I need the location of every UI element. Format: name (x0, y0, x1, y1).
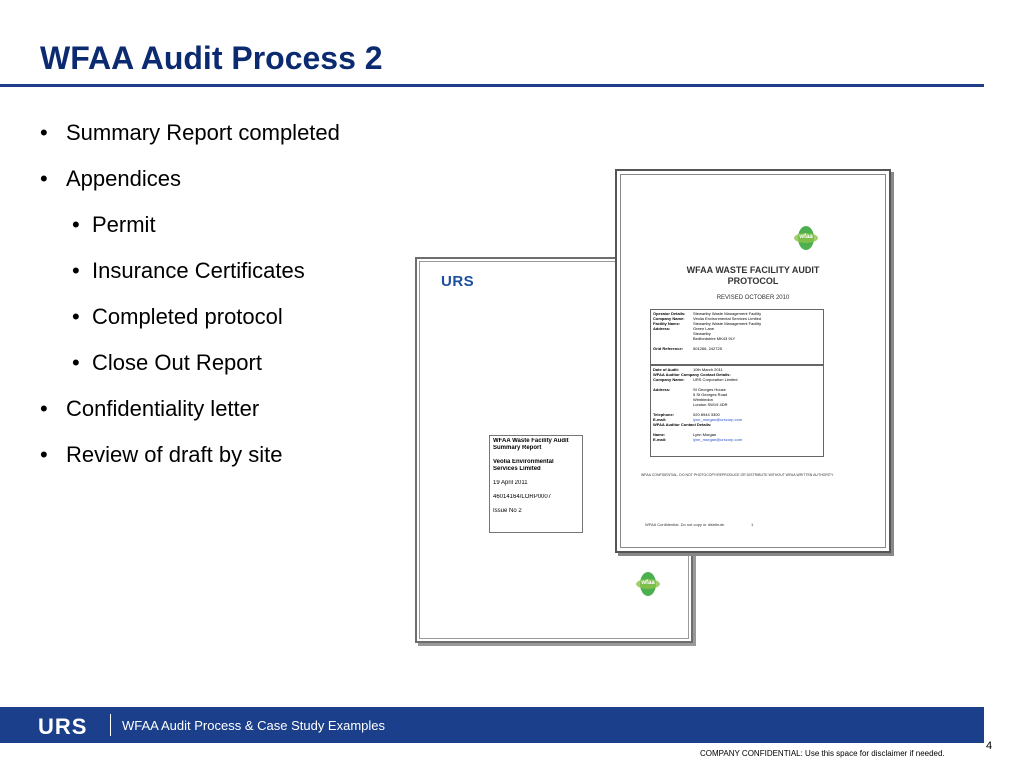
table-key: Address: (653, 326, 671, 331)
wfaa-logo-icon: wfaa (793, 225, 819, 251)
summary-company-line1: Veolia Environmental (493, 459, 554, 465)
table-key: Address: (653, 387, 671, 392)
bullet-item (40, 256, 420, 302)
bullet-dot: • (40, 442, 48, 467)
bullet-text: Review of draft by site (66, 442, 283, 467)
table-key: E-mail: (653, 437, 667, 442)
bullet-text: Permit (92, 212, 156, 237)
table-value[interactable]: lynn_morgan@urscorp.com (693, 417, 743, 422)
summary-issue: Issue No 2 (493, 508, 522, 514)
table-key: Grid Reference: (653, 346, 684, 351)
table-key: Date of Audit: (653, 367, 680, 372)
wfaa-logo-icon: wfaa (635, 571, 661, 597)
table-key: WFAA Auditor Company Contact Details: (653, 372, 731, 377)
title-underline (0, 84, 984, 87)
summary-company-line2: Services Limited (493, 466, 541, 472)
table-value: Green Lane (693, 326, 715, 331)
protocol-revised: REVISED OCTOBER 2010 (716, 295, 790, 301)
table-key: WFAA Auditor Contact Details: (653, 422, 712, 427)
table-key: Company Name: (653, 377, 685, 382)
table-value: Bedfordshire MK43 9LY (693, 336, 736, 341)
operator-details-table (650, 309, 824, 365)
bullet-dot: • (40, 120, 48, 145)
table-value: Stewartby (693, 331, 711, 336)
table-row (653, 437, 821, 442)
bullet-item (40, 164, 420, 210)
bullet-dot: • (72, 212, 80, 237)
table-value: Wimbledon (693, 397, 714, 402)
protocol-thumbnail (615, 169, 891, 553)
footer-text: WFAA Audit Process & Case Study Examples (122, 718, 386, 733)
bullet-text: Appendices (66, 166, 181, 191)
bullet-dot: • (40, 166, 48, 191)
bullet-item (40, 348, 420, 394)
summary-reference: 46014164/LORP0007 (493, 494, 552, 500)
bullet-text: Summary Report completed (66, 120, 340, 145)
bullet-text: Completed protocol (92, 304, 283, 329)
footer-urs-logo: URS (38, 714, 88, 739)
slide-title: WFAA Audit Process 2 (40, 40, 383, 76)
table-key: Name: (653, 432, 666, 437)
table-key: E-mail: (653, 417, 667, 422)
table-value: 5 St Georges Road (693, 392, 728, 397)
summary-date: 19 April 2011 (493, 480, 528, 486)
table-value[interactable]: lynn_morgan@urscorp.com (693, 437, 743, 442)
auditor-details-table (650, 365, 824, 457)
bullet-text: Close Out Report (92, 350, 262, 375)
summary-report-cover-box (489, 435, 583, 533)
table-value: Stewartby Waste Management Facility (693, 311, 762, 316)
protocol-title: WFAA WASTE FACILITY AUDIT PROTOCOL (686, 265, 820, 286)
summary-title-line1: WFAA Waste Facility Audit (493, 438, 569, 444)
table-value: Stewartby Waste Management Facility (693, 321, 762, 326)
summary-title-line2: Summary Report (493, 445, 542, 451)
bullet-item (40, 118, 420, 164)
table-key: Telephone: (653, 412, 675, 417)
table-value: Lynn Morgan (693, 432, 717, 437)
table-value: London SW19 4DR (693, 402, 728, 407)
bullet-item (40, 302, 420, 348)
footer-separator (110, 714, 111, 736)
bullet-dot: • (40, 396, 48, 421)
protocol-footer-page: 1 (751, 522, 754, 527)
bullet-dot: • (72, 350, 80, 375)
table-value: 501266, 242725 (693, 346, 722, 351)
protocol-footer-note: WFAA Confidential. Do not copy or distribute. (645, 522, 726, 527)
table-value: Veolia Environmental Services Limited (693, 316, 762, 321)
urs-logo: URS (441, 273, 475, 290)
bullet-dot: • (72, 304, 80, 329)
table-value: 020 8944 3300 (693, 412, 720, 417)
disclaimer: COMPANY CONFIDENTIAL: Use this space for disclaimer if needed. (700, 749, 945, 758)
table-value: 10th March 2011 (693, 367, 723, 372)
bullet-text: Insurance Certificates (92, 258, 305, 283)
bullet-list (40, 118, 420, 486)
table-key: Company Name: (653, 316, 685, 321)
bullet-text: Confidentiality letter (66, 396, 260, 421)
table-key: Operator Details: (653, 311, 686, 316)
bullet-item (40, 210, 420, 256)
table-key: Facility Name: (653, 321, 681, 326)
confidential-note: WFAA CONFIDENTIAL. DO NOT PHOTOCOPY/REPRODUCE OR DISTRIBUTE WITHOUT WFAA WRITTEN AUTHORITY (641, 473, 834, 477)
table-row (653, 346, 821, 351)
bullet-item (40, 440, 420, 486)
bullet-dot: • (72, 258, 80, 283)
table-value: St Georges House (693, 387, 726, 392)
page-number: 4 (986, 740, 993, 752)
bullet-item (40, 394, 420, 440)
table-value: URS Corporation Limited (693, 377, 738, 382)
